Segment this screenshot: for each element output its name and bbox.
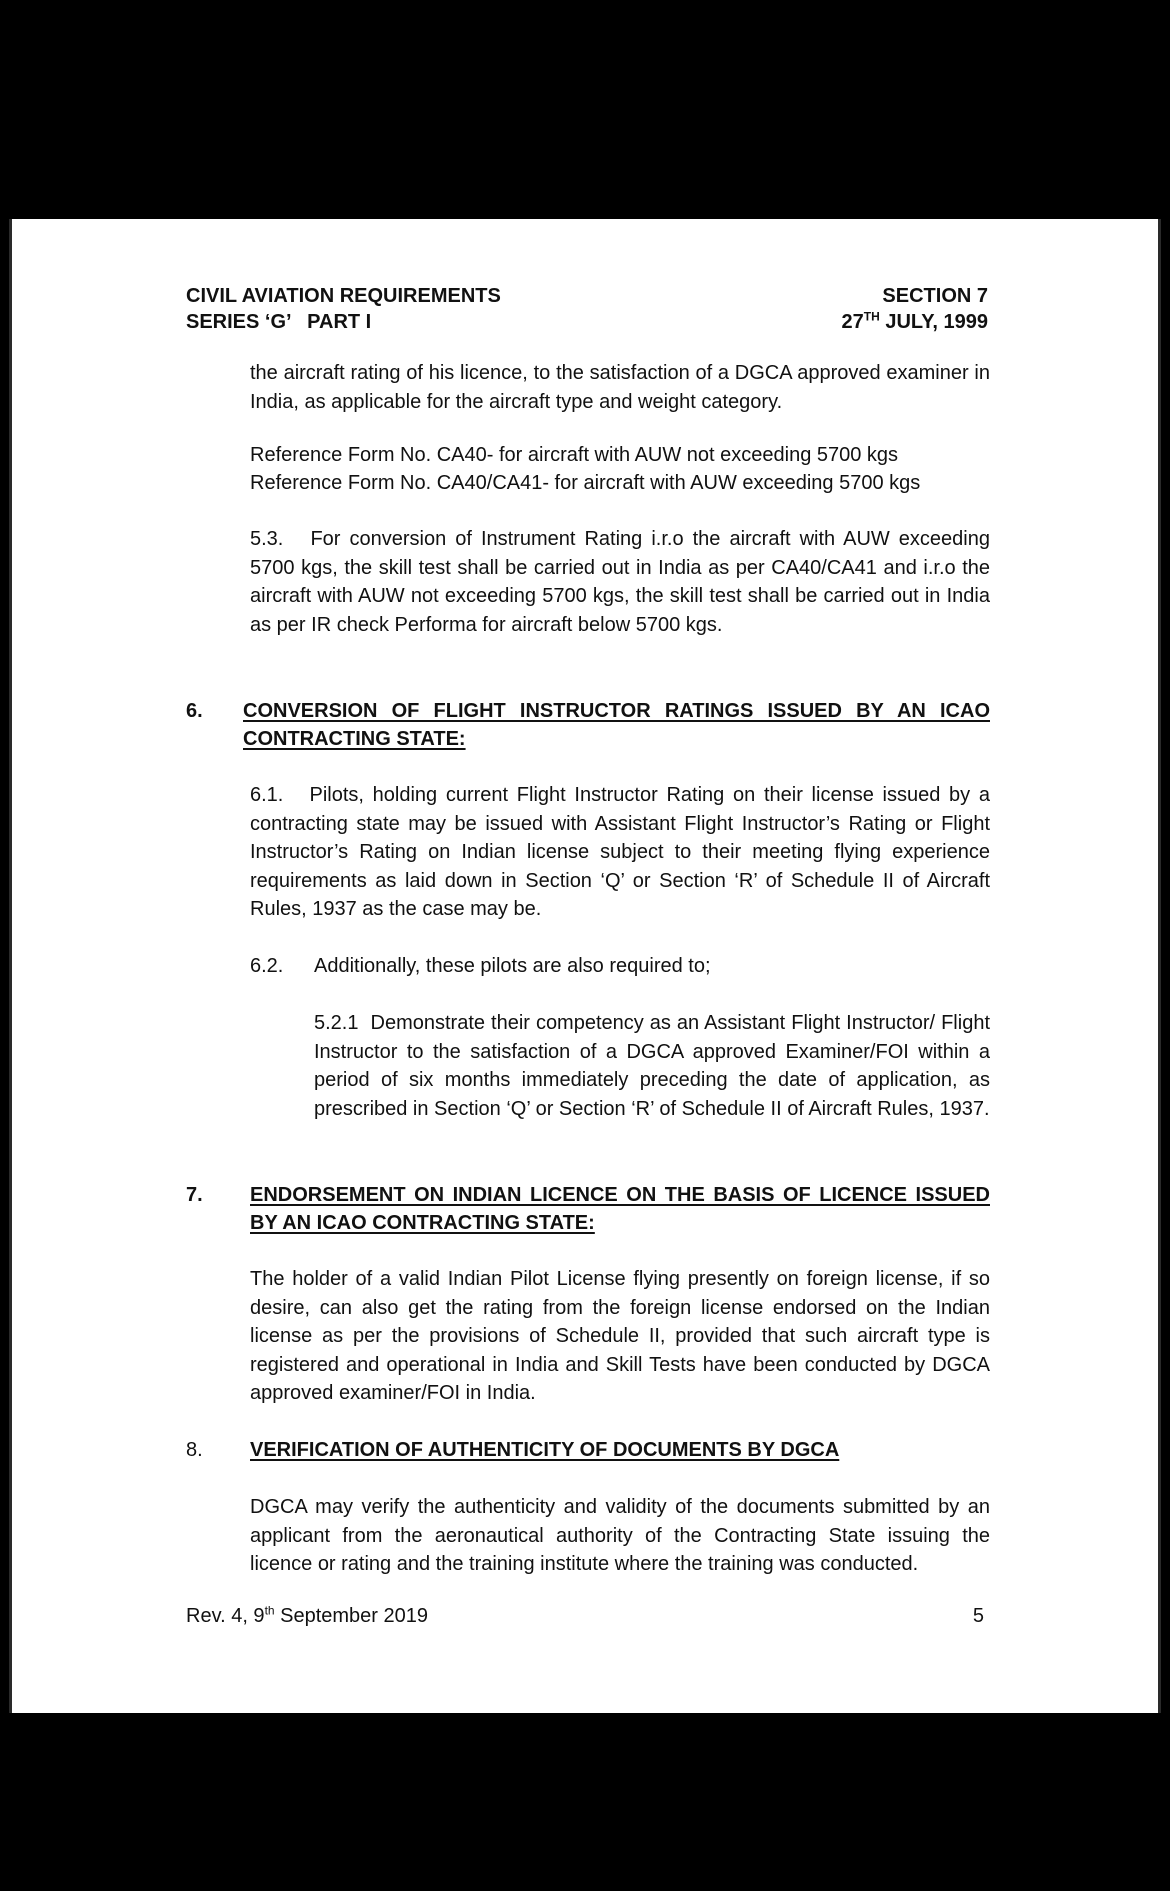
document-page (9, 219, 1161, 1713)
header-left (186, 283, 501, 335)
section-6-title: CONVERSION OF FLIGHT INSTRUCTOR RATINGS ISSUED BY AN ICAO CONTRACTING STATE: (243, 700, 990, 750)
section-8-title: VERIFICATION OF AUTHENTICITY OF DOCUMENTS BY DGCA (250, 1439, 840, 1461)
footer-rev-suffix: th (264, 1603, 275, 1618)
header-section: SECTION 7 (882, 285, 988, 307)
reference-line-2: Reference Form No. CA40/CA41- for aircraft with AUW exceeding 5700 kgs (250, 472, 921, 494)
paragraph-6-2-number: 6.2. (250, 955, 284, 977)
paragraph-5-2-1: 5.2.1 Demonstrate their competency as an Assistant Flight Instructor/ Flight Instructor to the satisfaction of a DGCA approved Examiner/FOI within a period of six months immediately preceding the date of application, as prescribed in Section ‘Q’ or Section ‘R’ of Schedule II of Aircraft Rules, 1937. (314, 1012, 996, 1120)
footer-revision (186, 1603, 428, 1629)
header-title: CIVIL AVIATION REQUIREMENTS (186, 285, 501, 307)
header-date-suffix: TH (863, 309, 880, 324)
section-7-paragraph: The holder of a valid Indian Pilot License flying presently on foreign license, if so desire, can also get the rating from the foreign license endorsed on the Indian license as per the provisions of Schedule II, provided that such aircraft type is registered and operational in India and Skill Tests have been conducted by DGCA approved examiner/FOI in India. (250, 1268, 990, 1404)
section-8-number: 8. (186, 1439, 203, 1461)
intro-paragraph: the aircraft rating of his licence, to the satisfaction of a DGCA approved examiner in India, as applicable for the aircraft type and weight category. (250, 362, 990, 413)
header-date-rest: JULY, 1999 (879, 311, 988, 333)
footer-rev-prefix: Rev. 4, 9 (186, 1605, 265, 1627)
paragraph-6-2-text: Additionally, these pilots are also required to; (314, 955, 711, 977)
header-date-day: 27 (841, 311, 864, 333)
section-7-title: ENDORSEMENT ON INDIAN LICENCE ON THE BASIS OF LICENCE ISSUED BY AN ICAO CONTRACTING STATE: (250, 1184, 990, 1234)
section-8-paragraph: DGCA may verify the authenticity and validity of the documents submitted by an applicant from the aeronautical authority of the Contracting State issuing the licence or rating and the training institute where the training was conducted. (250, 1496, 990, 1575)
header-right (842, 283, 988, 335)
section-6-number: 6. (186, 700, 203, 722)
reference-line-1: Reference Form No. CA40- for aircraft with AUW not exceeding 5700 kgs (250, 444, 899, 466)
paragraph-5-3: 5.3. For conversion of Instrument Rating i.r.o the aircraft with AUW exceeding 5700 kgs, the skill test shall be carried out in India as per CA40/CA41 and i.r.o the aircraft with AUW not exceeding 5700 kgs, the skill test shall be carried out in India as per IR check Performa for aircraft below 5700 kgs. (250, 528, 996, 636)
section-7-number: 7. (186, 1184, 203, 1206)
footer-page-number: 5 (972, 1605, 984, 1627)
footer-rev-rest: September 2019 (274, 1605, 429, 1627)
paragraph-6-1: 6.1. Pilots, holding current Flight Instructor Rating on their license issued by a contracting state may be issued with Assistant Flight Instructor’s Rating or Flight Instructor’s Rating on Indian license subject to their meeting flying experience requirements as laid down in Section ‘Q’ or Section ‘R’ of Schedule II of Aircraft Rules, 1937 as the case may be. (250, 784, 996, 920)
header-series: SERIES ‘G’ PART I (186, 311, 372, 333)
header-date (842, 309, 988, 335)
